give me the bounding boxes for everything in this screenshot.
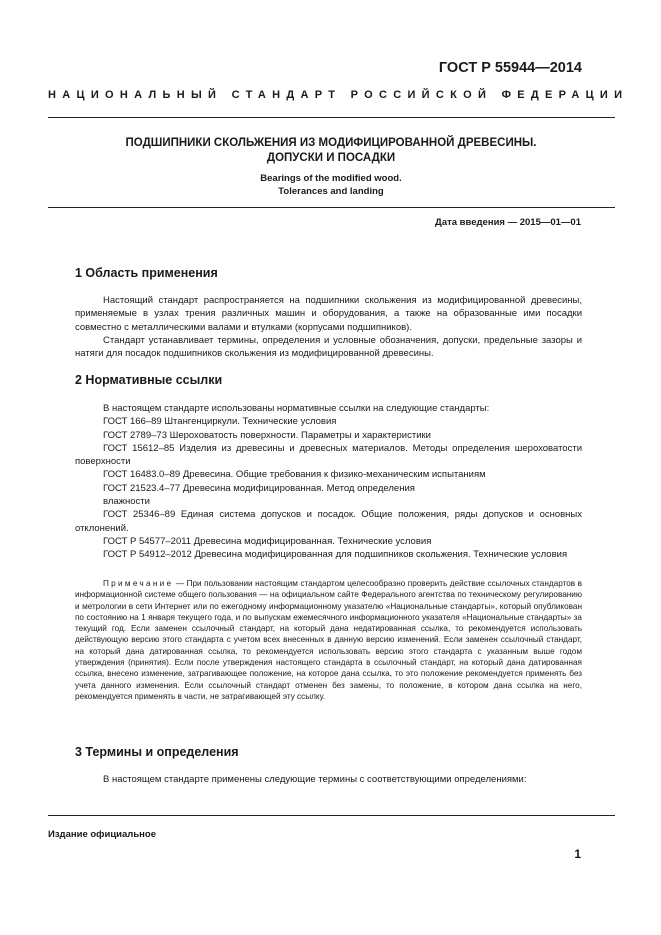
title-divider	[48, 207, 615, 208]
title-ru-line2: ДОПУСКИ И ПОСАДКИ	[266, 152, 396, 164]
reference-item: влажности	[103, 496, 150, 508]
section-3-body	[75, 773, 582, 786]
national-standard-banner: НАЦИОНАЛЬНЫЙ СТАНДАРТ РОССИЙСКОЙ ФЕДЕРАЦИИ	[48, 89, 629, 101]
header-divider	[48, 117, 615, 118]
note-text: — При пользовании настоящим стандартом целесообразно проверить действие ссылочных стандартов в информационной системе общего пользования — на официальном сайте Федерального агентства по техническому регулированию и метрологии в сети Интернет или по ежегодному информационному указателю «Национальные стандарты», который опубликован по состоянию на 1 января текущего года, и по выпускам ежемесячного информационного указателя «Национальные стандарты» за текущий год. Если заменен ссылочный стандарт, на который дана недатированная ссылка, то рекомендуется использовать действующую версию этого стандарта с учетом всех внесенных в данную версию изменений. Если заменен ссылочный стандарт, на который дана датированная ссылка, то рекомендуется использовать версию этого стандарта с указанным выше годом утверждения (принятия). Если после утверждения настоящего стандарта в ссылочный стандарт, на который дана датированная ссылка, внесено изменение, затрагивающее положение, на которое дана ссылка, то это положение рекомендуется применять без учета данного изменения. Если ссылочный стандарт отменен без замены, то положение, в котором дана ссылка на него, рекомендуется применять в части, не затрагивающей эту ссылку.	[75, 579, 582, 701]
section-3-intro: В настоящем стандарте применены следующие термины с соответствующими определениями:	[103, 774, 527, 785]
reference-item: ГОСТ 16483.0–89 Древесина. Общие требования к физико-механическим испытаниям	[103, 469, 486, 481]
reference-item: ГОСТ Р 54577–2011 Древесина модифицированная. Технические условия	[103, 535, 432, 547]
normative-references-list	[75, 402, 582, 562]
reference-item: ГОСТ Р 54912–2012 Древесина модифицированная для подшипников скольжения. Технические условия	[103, 549, 568, 561]
section-1-body	[75, 294, 582, 360]
note-label: Примечание	[103, 579, 174, 588]
reference-item: ГОСТ 2789–73 Шероховатость поверхности. Параметры и характеристики	[103, 429, 431, 441]
reference-item: ГОСТ 15612–85 Изделия из древесины и древесных материалов. Методы определения шероховатости поверхности	[75, 442, 582, 468]
title-en-line1: Bearings of the modified wood.	[260, 173, 402, 184]
official-edition-label: Издание официальное	[48, 829, 156, 840]
section-1-paragraph-2: Стандарт устанавливает термины, определения и условные обозначения, допуски, предельные зазоры и натяги для посадок подшипников скольжения из модифицированной древесины.	[75, 334, 582, 360]
references-intro: В настоящем стандарте использованы нормативные ссылки на следующие стандарты:	[103, 403, 490, 414]
document-title-en	[48, 172, 614, 198]
references-note	[75, 578, 582, 702]
document-title-ru	[48, 136, 614, 166]
section-3-heading: 3 Термины и определения	[75, 745, 239, 759]
introduction-date: Дата введения — 2015—01—01	[435, 217, 581, 228]
reference-item: ГОСТ 25346–89 Единая система допусков и посадок. Общие положения, ряды допусков и основных отклонений.	[75, 509, 582, 534]
section-2-heading: 2 Нормативные ссылки	[75, 373, 223, 387]
title-en-line2: Tolerances and landing	[278, 186, 384, 197]
document-number: ГОСТ Р 55944—2014	[438, 60, 582, 76]
page-number: 1	[574, 847, 581, 861]
section-1-heading: 1 Область применения	[75, 266, 218, 280]
section-1-paragraph-1: Настоящий стандарт распространяется на подшипники скольжения из модифицированной древесины, применяемые в узлах трения различных машин и оборудования, а также на образованные ими посадки совместно с металлическими валами и втулками (корпусами подшипников).	[75, 295, 582, 333]
footer-divider	[48, 815, 615, 816]
reference-item: ГОСТ 21523.4–77 Древесина модифицированная. Метод определения	[103, 482, 415, 494]
title-ru-line1: ПОДШИПНИКИ СКОЛЬЖЕНИЯ ИЗ МОДИФИЦИРОВАННОЙ ДРЕВЕСИНЫ.	[125, 137, 537, 149]
reference-item: ГОСТ 166–89 Штангенциркули. Технические условия	[103, 416, 337, 428]
